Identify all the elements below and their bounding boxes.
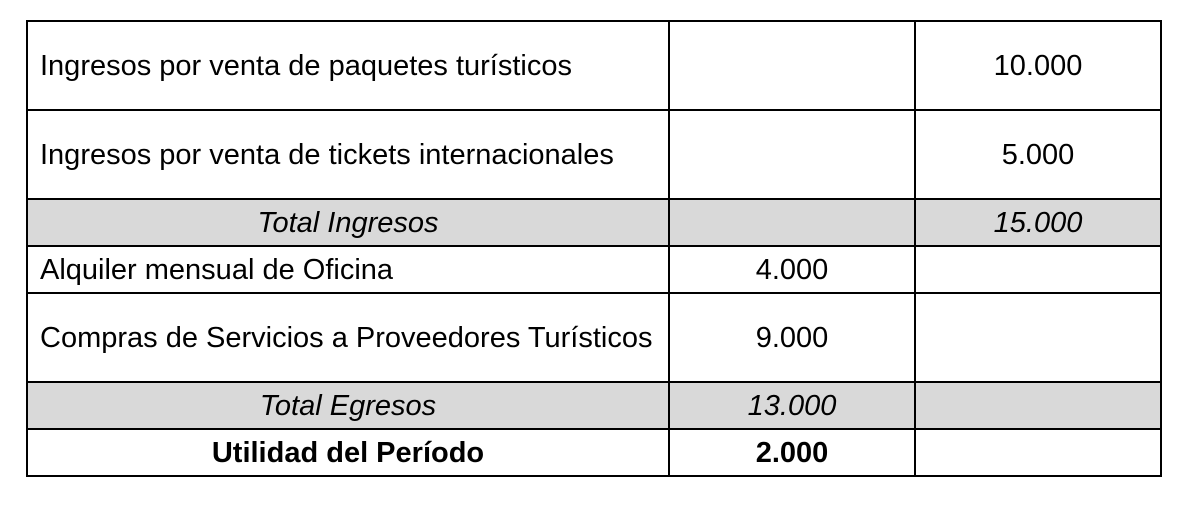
utilidad-label-cell: Utilidad del Período [27,429,669,476]
egresos-cell [669,199,915,246]
ingresos-cell [915,382,1161,429]
concept-cell: Compras de Servicios a Proveedores Turísticos [27,293,669,382]
total-ingresos-value: 15.000 [915,199,1161,246]
concept-cell: Ingresos por venta de paquetes turísticos [27,21,669,110]
utilidad-value: 2.000 [669,429,915,476]
ingresos-cell: 5.000 [915,110,1161,199]
concept-cell: Alquiler mensual de Oficina [27,246,669,293]
total-label-cell: Total Ingresos [27,199,669,246]
concept-cell: Ingresos por venta de tickets internacionales [27,110,669,199]
egresos-cell [669,21,915,110]
ingresos-cell: 10.000 [915,21,1161,110]
egresos-cell: 9.000 [669,293,915,382]
egresos-cell [669,110,915,199]
total-ingresos-row [27,199,1161,246]
table-row [27,110,1161,199]
table-row [27,246,1161,293]
ingresos-cell [915,429,1161,476]
table-row [27,293,1161,382]
total-egresos-row [27,382,1161,429]
utilidad-row [27,429,1161,476]
total-label-cell: Total Egresos [27,382,669,429]
table-row [27,21,1161,110]
income-statement-table [26,20,1162,477]
egresos-cell: 4.000 [669,246,915,293]
ingresos-cell [915,293,1161,382]
total-egresos-value: 13.000 [669,382,915,429]
ingresos-cell [915,246,1161,293]
